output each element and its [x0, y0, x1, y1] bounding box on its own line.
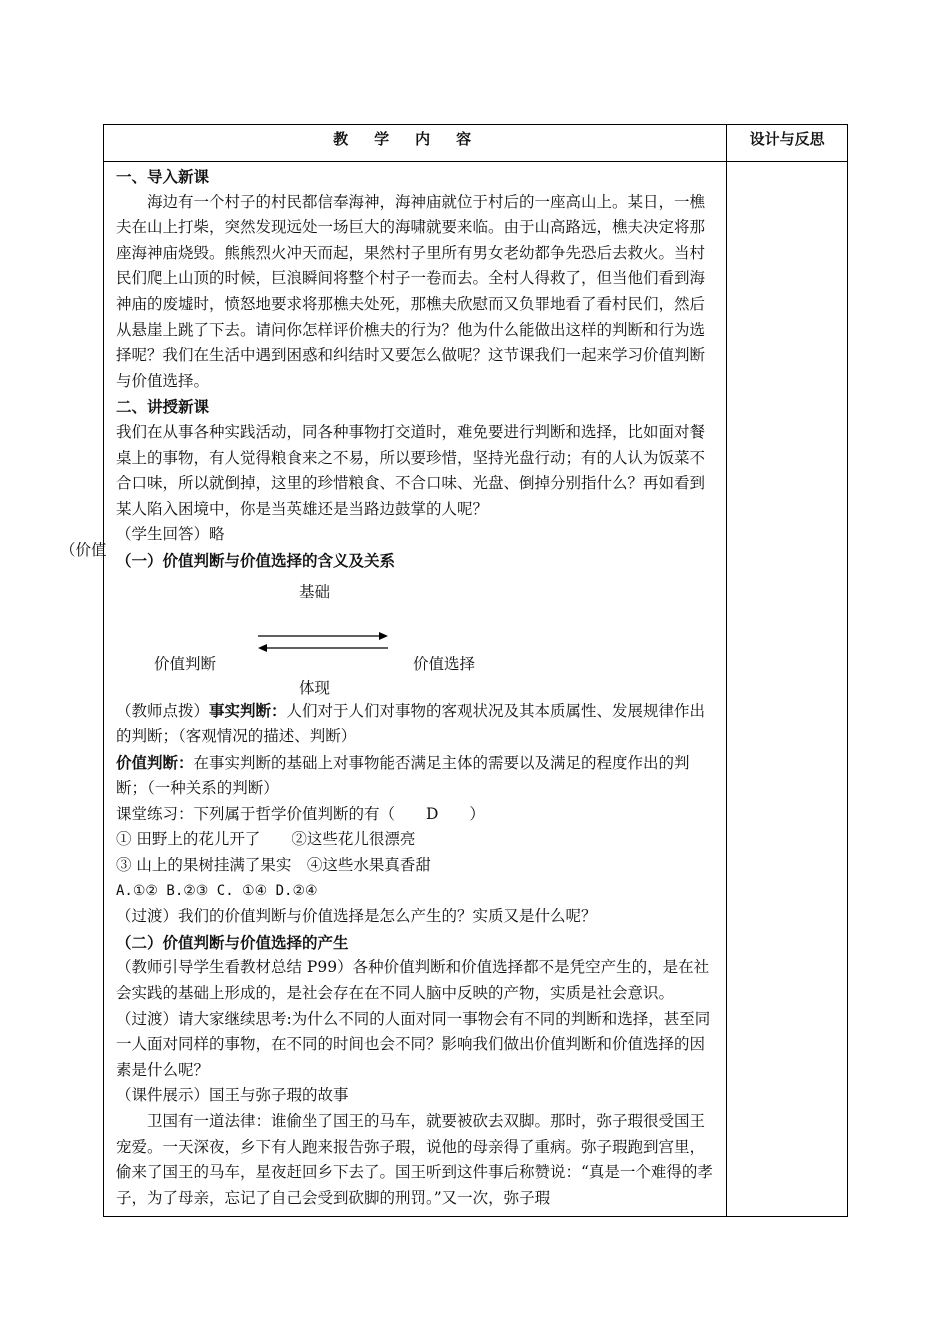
exercise-choices: A.①② B.②③ C. ①④ D.②④: [116, 882, 318, 899]
value-term: 价值判断：: [116, 752, 194, 772]
section2-intro: 我们在从事各种实践活动，同各种事物打交道时，难免要进行判断和选择，比如面对餐桌上的事物，有人觉得粮食来之不易，所以要珍惜，坚持光盘行动；有的人认为饭菜不合口味，所以就倒掉，这里的珍惜粮食、不合口味、光盘、倒掉分别指什么？再如看到某人陷入困境中，你是当英雄还是当路边鼓掌的人呢？: [116, 422, 706, 518]
exercise-options-1: ① 田野上的花儿开了 ②这些花儿很漂亮: [116, 830, 416, 849]
diagram-bottom-label: 体现: [299, 678, 331, 697]
part1-title: （一）价值判断与价值选择的含义及关系: [116, 550, 396, 570]
right-arrow-head: [379, 632, 388, 640]
content-cell: [104, 162, 727, 1217]
lesson-table: [103, 124, 848, 1217]
student-answer: （学生回答）略: [116, 525, 225, 544]
exercise-options-2: ③ 山上的果树挂满了果实 ④这些水果真香甜: [116, 856, 431, 875]
teacher-prefix: （教师点拨）: [116, 701, 210, 720]
left-arrow-head: [258, 644, 267, 652]
exercise-question: 课堂练习：下列属于哲学价值判断的有（ D ）: [116, 804, 485, 823]
fact-judgment: [116, 698, 718, 750]
relation-diagram: [116, 574, 718, 698]
diagram-left-label: 价值判断: [154, 654, 217, 673]
fact-definition: 人们对于人们对事物的客观状况及其本质属性、发展规律作出的判断；（客观情况的描述、判断）: [116, 701, 706, 746]
section2-title: 二、讲授新课: [116, 397, 210, 417]
part2-title: （二）价值判断与价值选择的产生: [116, 932, 349, 952]
part2-guide: （教师引导学生看教材总结 P99）各种价值判断和价值选择都不是凭空产生的，是在社会实践的基础上形成的，是社会存在在不同人脑中反映的产物，实质是社会意识。: [116, 958, 710, 1003]
diagram-top-label: 基础: [299, 582, 331, 601]
part2-transition: （过渡）请大家继续思考:为什么不同的人面对同一事物会有不同的判断和选择，甚至同一人面对同样的事物，在不同的时间也会不同？影响我们做出价值判断和价值选择的因素是什么呢？: [116, 1009, 711, 1079]
header-content: 教学内容: [104, 125, 727, 162]
courseware-note: （课件展示）国王与弥子瑕的故事: [116, 1086, 349, 1105]
part1-transition: （过渡）我们的价值判断与价值选择是怎么产生的？实质又是什么呢？: [116, 907, 597, 926]
value-definition: 在事实判断的基础上对事物能否满足主体的需要以及满足的程度作出的判断；（一种关系的判断）: [116, 753, 690, 798]
reflection-cell: [727, 162, 848, 1217]
section1-title: 一、导入新课: [116, 167, 210, 186]
margin-note: （价值: [60, 541, 107, 559]
arrows: [254, 628, 392, 658]
fact-term: 事实判断：: [209, 700, 287, 720]
section1-story: 海边有一个村子的村民都信奉海神，海神庙就位于村后的一座高山上。某日，一樵夫在山上打柴，突然发现远处一场巨大的海啸就要来临。由于山高路远，樵夫决定将那座海神庙烧毁。熊熊烈火冲天而起，果然村子里所有男女老幼都争先恐后去救火。当村民们爬上山顶的时候，巨浪瞬间将整个村子一卷而去。全村人得救了，但当他们看到海神庙的废墟时，愤怒地要求将那樵夫处死，那樵夫欣慰而又负罪地看了看村民们，然后从悬崖上跳了下去。请问你怎样评价樵夫的行为？他为什么能做出这样的判断和行为选择呢？我们在生活中遇到困惑和纠结时又要怎么做呢？这节课我们一起来学习价值判断与价值选择。: [116, 192, 706, 390]
diagram-right-label: 价值选择: [413, 654, 476, 673]
value-judgment: [116, 750, 718, 802]
header-reflection: 设计与反思: [727, 125, 848, 162]
part2-story: 卫国有一道法律：谁偷坐了国王的马车，就要被砍去双脚。那时，弥子瑕很受国王宠爱。一天深夜，乡下有人跑来报告弥子瑕，说他的母亲得了重病。弥子瑕跑到宫里，偷来了国王的马车，星夜赶回乡下去了。国王听到这件事后称赞说：“真是一个难得的孝子，为了母亲，忘记了自己会受到砍脚的刑罚。”又一次，弥子瑕: [116, 1112, 713, 1207]
